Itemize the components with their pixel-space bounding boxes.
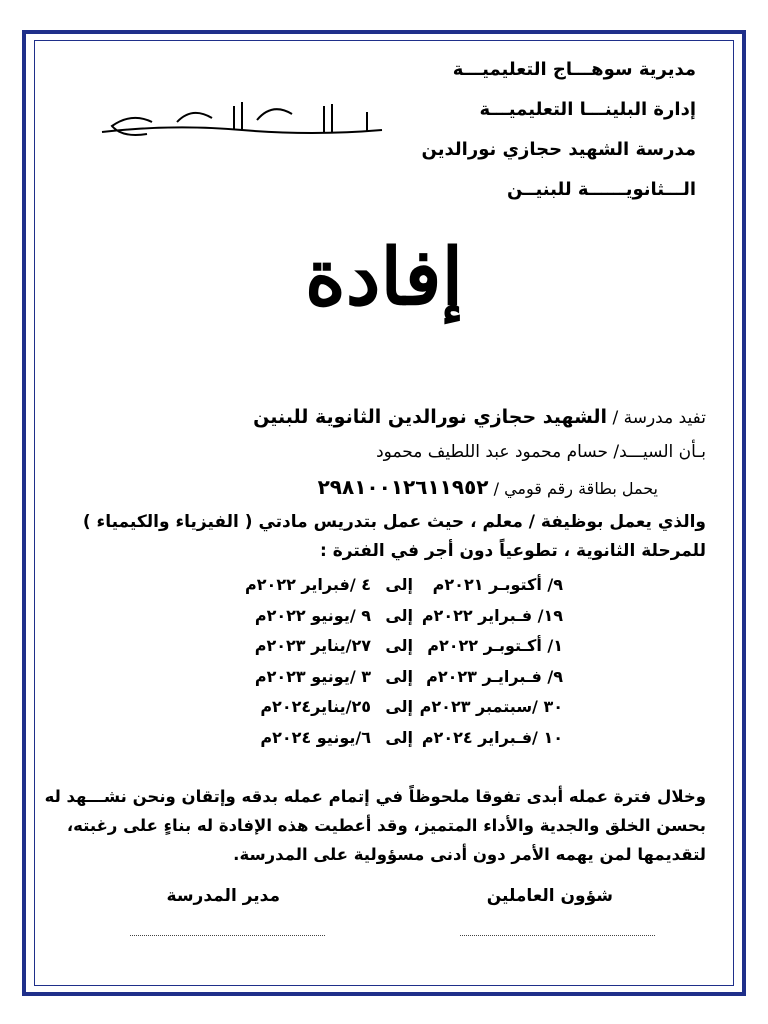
letterhead-administration: إدارة البلينـــا التعليميـــة (479, 99, 696, 120)
period-item (203, 692, 563, 723)
signature-director-label: مدير المدرسة (166, 886, 280, 906)
period-item (203, 662, 563, 693)
period-separator: إلى (385, 697, 413, 716)
period-from: ٣٠ /سبتمبر ٢٠٢٣م (419, 697, 563, 716)
letterhead-directorate: مديرية سوهـــاج التعليميـــة (452, 59, 696, 80)
person-line: بـأن السيـــد/ حسام محمود عبد اللطيف محمود (376, 442, 706, 462)
period-to: ٢٥/يناير٢٠٢٤م (260, 697, 371, 716)
national-id-number: ٢٩٨١٠٠١٢٦١١٩٥٢ (317, 475, 489, 499)
school-name: الشهيد حجازي نورالدين الثانوية للبنين (253, 406, 608, 428)
period-separator: إلى (385, 605, 413, 625)
signature-line-affairs (460, 935, 655, 936)
period-from: ١/ أكـتوبـر ٢٠٢٢م (427, 636, 563, 655)
period-item (203, 723, 563, 754)
period-from: ٩/ أكتوبـر ٢٠٢١م (432, 575, 563, 594)
basmala-flourish-icon (92, 92, 392, 152)
signature-affairs-label: شؤون العاملين (486, 886, 613, 906)
period-list (203, 570, 563, 753)
job-line: والذي يعمل بوظيفة / معلم ، حيث عمل بتدريس مادتي ( الفيزياء والكيمياء ) (82, 512, 706, 532)
period-to: ٤ /فبراير ٢٠٢٢م (245, 575, 371, 594)
period-item (203, 631, 563, 662)
period-from: ٩/ فـبرايـر ٢٠٢٣م (426, 666, 563, 686)
period-separator: إلى (385, 666, 413, 686)
period-to: ٢٧/يناير ٢٠٢٣م (254, 636, 371, 655)
letterhead-school: مدرسة الشهيد حجازي نورالدين (421, 139, 696, 160)
closing-paragraph (44, 782, 706, 869)
national-id-prefix: يحمل بطاقة رقم قومي / (493, 479, 658, 498)
closing-line: لتقديمها لمن يهمه الأمر دون أدنى مسؤولية على المدرسة. (233, 845, 706, 864)
period-separator: إلى (385, 636, 413, 655)
basmala-calligraphy (92, 92, 392, 152)
document-title: إفادة (304, 232, 464, 323)
period-item (203, 601, 563, 632)
period-separator: إلى (385, 727, 413, 747)
letterhead (396, 50, 696, 210)
period-item (203, 570, 563, 601)
closing-line: بحسن الخلق والجدية والأداء المتميز، وقد أعطيت هذه الإفادة له بناءٍ على رغبته، (66, 816, 706, 835)
period-separator: إلى (385, 575, 413, 594)
period-from: ١٠ /فـبراير ٢٠٢٤م (421, 727, 563, 747)
period-to: ٩ /يونيو ٢٠٢٢م (254, 605, 371, 625)
period-from: ١٩/ فـبراير ٢٠٢٢م (421, 605, 563, 625)
stage-line: للمرحلة الثانوية ، تطوعياً دون أجر في الفترة : (320, 541, 706, 561)
national-id-line (66, 469, 706, 507)
certificate-body (66, 400, 706, 565)
period-to: ٣ /يونيو ٢٠٢٣م (254, 666, 371, 686)
letterhead-school-type: الـــثانويــــــة للبنيــن (506, 179, 696, 200)
period-to: ٦/يونيو ٢٠٢٤م (260, 727, 371, 747)
signature-line-director (130, 935, 325, 936)
closing-line: وخلال فترة عمله أبدى تفوقا ملحوظاً في إتمام عمله بدقه وإتقان ونحن نشـــهد له (44, 787, 706, 806)
intro-line (66, 400, 706, 435)
intro-prefix: تفيد مدرسة / (612, 408, 706, 428)
